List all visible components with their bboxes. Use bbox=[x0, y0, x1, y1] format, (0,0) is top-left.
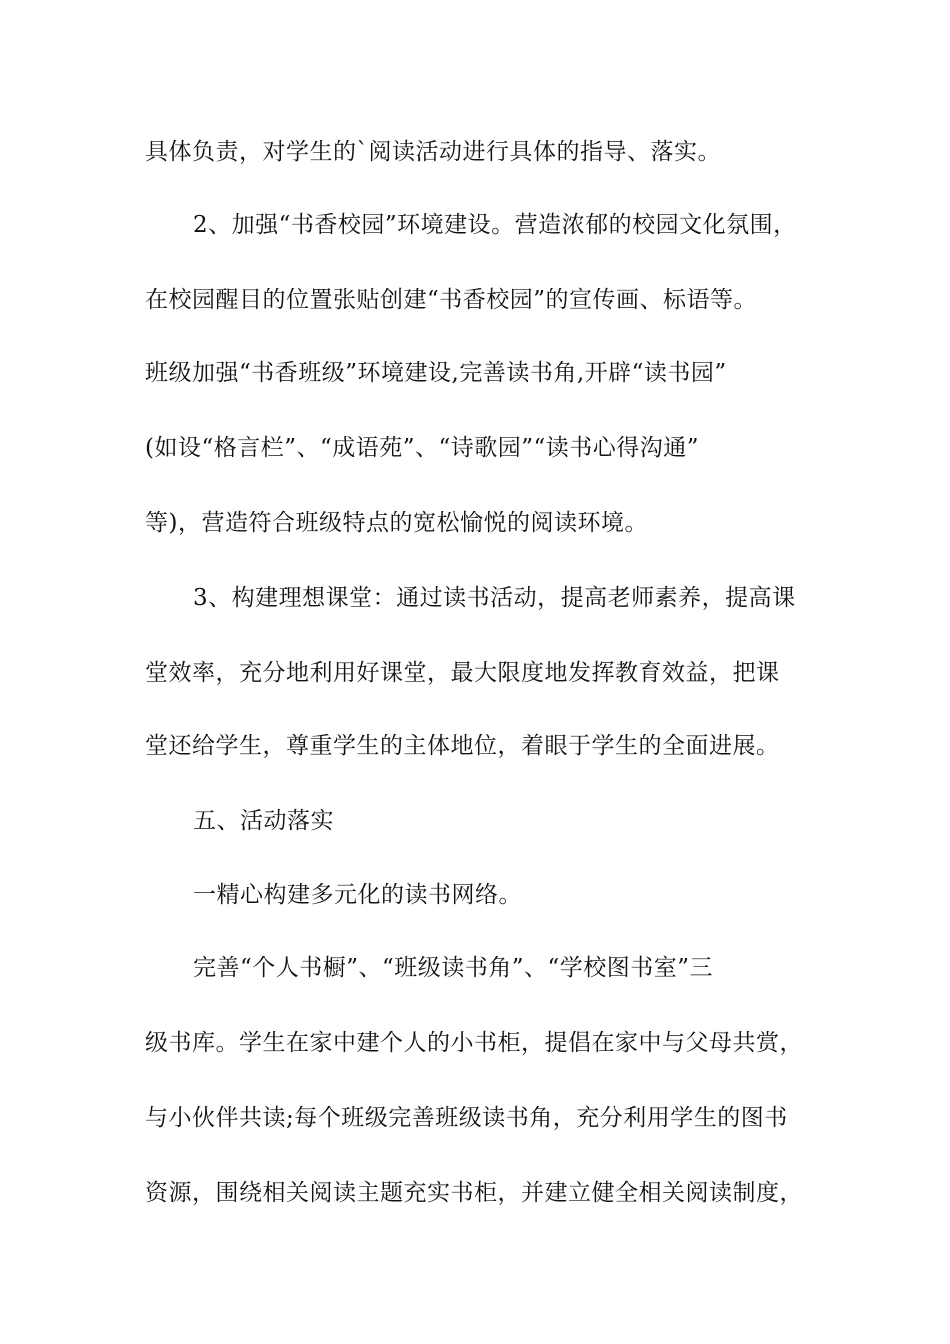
text-line-5: (如设“格言栏”、“成语苑”、“诗歌园”“读书心得沟通” bbox=[145, 435, 700, 461]
text-line-4: 班级加强“书香班级”环境建设,完善读书角,开辟“读书园” bbox=[145, 360, 727, 386]
text-line-3: 在校园醒目的位置张贴创建“书香校园”的宣传画、标语等。 bbox=[145, 287, 758, 313]
section-heading: 五、活动落实 bbox=[193, 808, 334, 834]
text-line-9: 堂还给学生，尊重学生的主体地位，着眼于学生的全面进展。 bbox=[145, 733, 780, 759]
text-line-1: 具体负责，对学生的`阅读活动进行具体的指导、落实。 bbox=[145, 139, 721, 165]
text-line-14: 与小伙伴共读;每个班级完善班级读书角，充分利用学生的图书 bbox=[145, 1105, 788, 1131]
text-line-7: 3、构建理想课堂：通过读书活动，提高老师素养，提高课 bbox=[193, 585, 796, 611]
text-line-13: 级书库。学生在家中建个人的小书柜，提倡在家中与父母共赏， bbox=[145, 1030, 803, 1056]
text-line-12: 完善“个人书橱”、“班级读书角”、“学校图书室”三 bbox=[193, 955, 714, 981]
text-line-11: 一精心构建多元化的读书网络。 bbox=[193, 882, 522, 908]
text-line-6: 等)，营造符合班级特点的宽松愉悦的阅读环境。 bbox=[145, 510, 648, 536]
text-line-2: 2、加强“书香校园”环境建设。营造浓郁的校园文化氛围， bbox=[193, 212, 797, 238]
text-line-15: 资源，围绕相关阅读主题充实书柜，并建立健全相关阅读制度， bbox=[145, 1180, 803, 1206]
text-line-8: 堂效率，充分地利用好课堂，最大限度地发挥教育效益，把课 bbox=[145, 660, 780, 686]
